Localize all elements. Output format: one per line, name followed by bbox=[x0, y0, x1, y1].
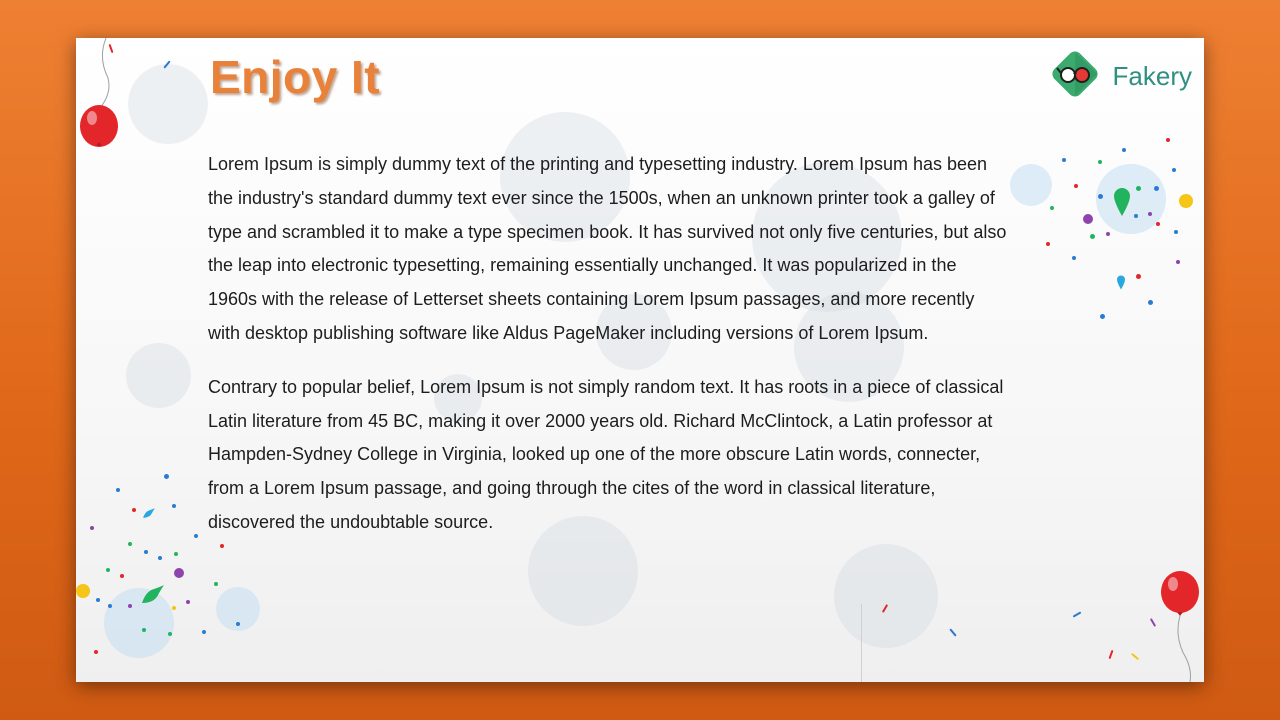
paragraph-2: Contrary to popular belief, Lorem Ipsum is not simply random text. It has roots in a piece of classical Latin literature from 45 BC, making it over 2000 years old. Richard McClintock, a Latin professor at Hampden-Sydney College in Virginia, looked up one of the more obscure Latin words, connecter, from a Lorem Ipsum passage, and going through the cites of the word in classical literature, discovered the undoubtable source. bbox=[208, 376, 1004, 532]
confetti-dot bbox=[96, 598, 100, 602]
confetti-dot bbox=[1156, 222, 1160, 226]
confetti-dot bbox=[1098, 160, 1102, 164]
confetti-dot bbox=[194, 534, 198, 538]
confetti-dot bbox=[158, 556, 162, 560]
confetti-dot bbox=[1136, 186, 1141, 191]
confetti-dot bbox=[1176, 260, 1180, 264]
confetti-dot bbox=[168, 632, 172, 636]
confetti-dot bbox=[106, 568, 110, 572]
confetti-dot bbox=[1083, 214, 1093, 224]
confetti-dot bbox=[120, 574, 124, 578]
confetti-dot bbox=[128, 604, 132, 608]
confetti-streamer bbox=[1109, 650, 1114, 659]
confetti-dot bbox=[132, 508, 136, 512]
confetti-dot bbox=[164, 474, 169, 479]
confetti-dot bbox=[1106, 232, 1110, 236]
confetti-dot bbox=[90, 526, 94, 530]
confetti-streamer bbox=[949, 628, 956, 636]
logo-name: Fakery bbox=[1112, 61, 1192, 91]
confetti-dot bbox=[172, 606, 176, 610]
confetti-dot bbox=[1148, 212, 1152, 216]
fakery-glasses-logo-icon bbox=[1047, 46, 1103, 107]
balloon-icon bbox=[76, 38, 136, 158]
confetti-dot bbox=[174, 552, 178, 556]
confetti-dot bbox=[186, 600, 190, 604]
confetti-dot bbox=[220, 544, 224, 548]
confetti-streamer bbox=[1073, 611, 1082, 617]
confetti-dot bbox=[144, 550, 148, 554]
logo bbox=[1047, 46, 1192, 107]
confetti-dot bbox=[1098, 194, 1103, 199]
confetti-dot bbox=[1072, 256, 1076, 260]
confetti-dot bbox=[1046, 242, 1050, 246]
confetti-dot bbox=[214, 582, 218, 586]
confetti-dot bbox=[202, 630, 206, 634]
balloon-icon bbox=[1156, 568, 1204, 682]
confetti-dot bbox=[1179, 194, 1193, 208]
map-pin-icon bbox=[1112, 186, 1132, 221]
confetti-dot bbox=[1148, 300, 1153, 305]
confetti-dot bbox=[1062, 158, 1066, 162]
confetti-dot bbox=[172, 504, 176, 508]
confetti-dot bbox=[1074, 184, 1078, 188]
confetti-dot bbox=[174, 568, 184, 578]
confetti-dot bbox=[236, 622, 240, 626]
map-pin-icon bbox=[1116, 274, 1126, 295]
confetti-dot bbox=[94, 650, 98, 654]
map-pin-icon bbox=[140, 583, 166, 610]
confetti-dot bbox=[1100, 314, 1105, 319]
confetti-dot bbox=[108, 604, 112, 608]
confetti-streamer bbox=[1131, 653, 1139, 660]
confetti-dot bbox=[1166, 138, 1170, 142]
slide-title: Enjoy It bbox=[210, 51, 381, 103]
confetti-dot bbox=[1090, 234, 1095, 239]
confetti-dot bbox=[76, 584, 90, 598]
confetti-dot bbox=[1050, 206, 1054, 210]
confetti-dot bbox=[1154, 186, 1159, 191]
confetti-dot bbox=[1122, 148, 1126, 152]
confetti-dot bbox=[1136, 274, 1141, 279]
paragraph-1: Lorem Ipsum is simply dummy text of the printing and typesetting industry. Lorem Ipsum has been the industry's standard dummy text ever since the 1500s, when an unknown printer took a galley of type and scrambled it to make a type specimen book. It has survived not only five centuries, but also the leap into electronic typesetting, remaining essentially unchanged. It was popularized in the 1960s with the release of Letterset sheets containing Lorem Ipsum passages, and more recently with desktop publishing software like Aldus PageMaker including versions of Lorem Ipsum. bbox=[208, 154, 1007, 343]
slide bbox=[76, 38, 1204, 682]
decorative-bubble bbox=[128, 64, 208, 144]
confetti-dot bbox=[1174, 230, 1178, 234]
map-pin-icon bbox=[142, 506, 156, 524]
decorative-bubble bbox=[1010, 164, 1052, 206]
divider-line bbox=[861, 604, 862, 682]
confetti-dot bbox=[128, 542, 132, 546]
confetti-dot bbox=[142, 628, 146, 632]
confetti-dot bbox=[1134, 214, 1138, 218]
slide-body bbox=[208, 148, 1008, 560]
confetti-dot bbox=[116, 488, 120, 492]
decorative-bubble bbox=[126, 343, 191, 408]
confetti-dot bbox=[1172, 168, 1176, 172]
